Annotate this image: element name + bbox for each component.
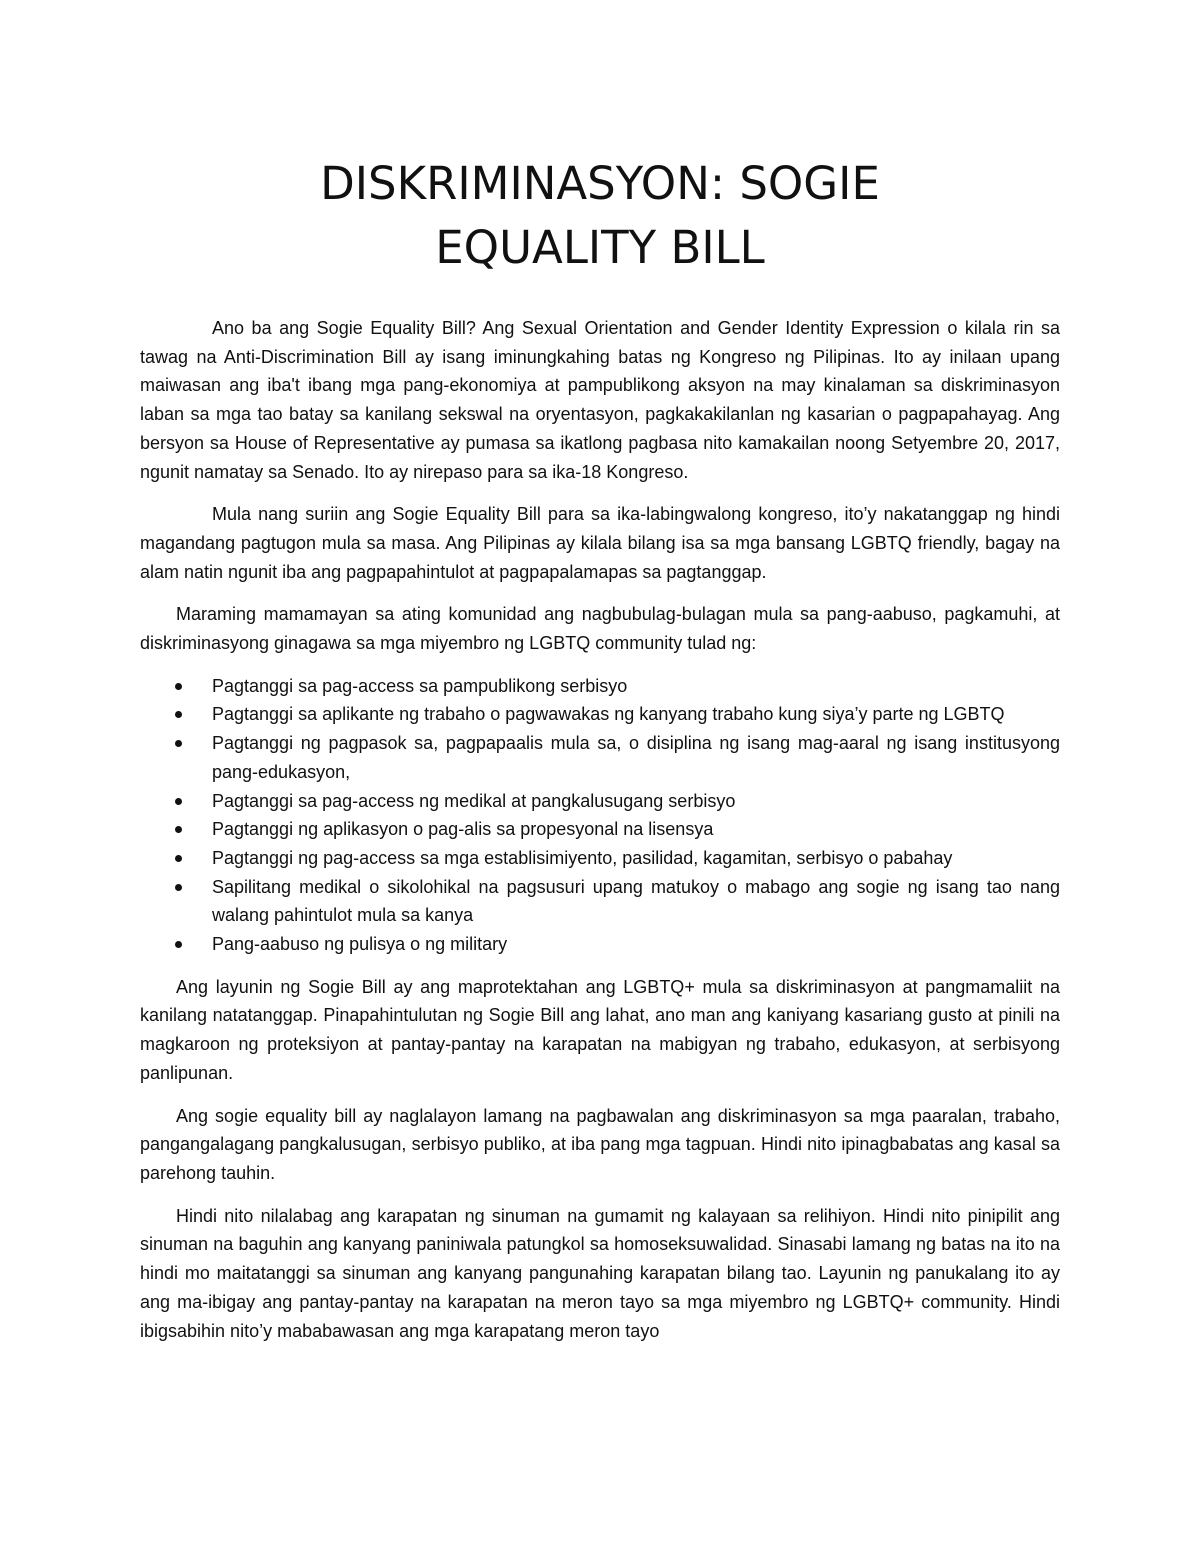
list-item-text: Pagtanggi sa aplikante ng trabaho o pagwawakas ng kanyang trabaho kung siya’y parte ng LGBTQ — [212, 704, 1005, 725]
bullet-icon — [175, 826, 182, 833]
list-item-text: Pagtanggi ng pag-access sa mga establisimiyento, pasilidad, kagamitan, serbisyo o pabahay — [212, 847, 953, 868]
title-line-1: DISKRIMINASYON: SOGIE — [320, 157, 880, 210]
list-item-text: Pang-aabuso ng pulisya o ng military — [212, 934, 508, 955]
list-item — [140, 787, 1060, 816]
list-item — [140, 873, 1060, 930]
list-item-text: Pagtanggi ng pagpasok sa, pagpapaalis mula sa, o disiplina ng isang mag-aaral ng isang institusyong pang-edukasyon, — [212, 733, 1060, 782]
list-item — [140, 672, 1060, 701]
document-body — [140, 314, 1060, 1359]
bullet-icon — [175, 855, 182, 862]
list-item-text: Sapilitang medikal o sikolohikal na pagsusuri upang matukoy o mabago ang sogie ng isang tao nang walang pahintulot mula sa kanya — [212, 876, 1060, 926]
title-line-2: EQUALITY BILL — [435, 221, 765, 274]
list-item — [140, 844, 1060, 873]
list-item-text: Pagtanggi ng aplikasyon o pag-alis sa propesyonal na lisensya — [212, 819, 714, 840]
list-item — [140, 700, 1060, 729]
list-item-text: Pagtanggi sa pag-access ng medikal at pangkalusugang serbisyo — [212, 790, 736, 811]
paragraph-outro-2: Ang sogie equality bill ay naglalayon lamang na pagbawalan ang diskriminasyon sa mga paaralan, trabaho, pangangalagang pangkalusugan, serbisyo publiko, at iba pang mga tagpuan. Hindi nito ipinagbabatas ang kasal sa parehong tauhin. — [140, 1105, 1060, 1183]
bullet-icon — [175, 941, 182, 948]
list-item — [140, 930, 1060, 959]
paragraph-intro-1: Ano ba ang Sogie Equality Bill? Ang Sexual Orientation and Gender Identity Expression o kilala rin sa tawag na Anti-Discrimination Bill ay isang iminungkahing batas ng Kongreso ng Pilipinas. Ito ay inilaan upang maiwasan ang iba't ibang mga pang-ekonomiya at pampublikong aksyon na may kinalaman sa diskriminasyon laban sa mga tao batay sa kanilang sekswal na oryentasyon, pagkakakilanlan ng kasarian o pagpapahayag. Ang bersyon sa House of Representative ay pumasa sa ikatlong pagbasa nito kamakailan noong Setyembre 20, 2017, ngunit namatay sa Senado. Ito ay nirepaso para sa ika-18 Kongreso. — [140, 318, 1060, 482]
paragraph-intro-2: Mula nang suriin ang Sogie Equality Bill para sa ika-labingwalong kongreso, ito’y nakatanggap ng hindi magandang pagtugon mula sa masa. Ang Pilipinas ay kilala bilang isa sa mga bansang LGBTQ friendly, bagay na alam natin ngunit iba ang pagpapahintulot at pagpapalamapas sa pagtanggap. — [140, 504, 1060, 582]
bullet-icon — [175, 884, 182, 891]
paragraph-intro-3: Maraming mamamayan sa ating komunidad ang nagbubulag-bulagan mula sa pang-aabuso, pagkamuhi, at diskriminasyong ginagawa sa mga miyembro ng LGBTQ community tulad ng: — [140, 604, 1060, 654]
list-item — [140, 815, 1060, 844]
bullet-icon — [175, 711, 182, 718]
paragraph-outro-1: Ang layunin ng Sogie Bill ay ang maprotektahan ang LGBTQ+ mula sa diskriminasyon at pangmamaliit na kanilang natatanggap. Pinapahintulutan ng Sogie Bill ang lahat, ano man ang kaniyang kasariang gusto at pinili na magkaroon ng proteksiyon at pantay-pantay na karapatan na mabigyan ng trabaho, edukasyon, at serbisyong panlipunan. — [140, 976, 1060, 1083]
document-title — [140, 152, 1060, 280]
list-item-text: Pagtanggi sa pag-access sa pampublikong serbisyo — [212, 675, 628, 696]
bullet-icon — [175, 798, 182, 805]
bullet-list — [140, 672, 1060, 959]
list-item — [140, 729, 1060, 786]
paragraph-outro-3: Hindi nito nilalabag ang karapatan ng sinuman na gumamit ng kalayaan sa relihiyon. Hindi nito pinipilit ang sinuman na baguhin ang kanyang paniniwala patungkol sa homoseksuwalidad. Sinasabi lamang ng batas na ito na hindi mo maitatanggi sa sinuman ang kanyang pangunahing karapatan bilang tao. Layunin ng panukalang ito ay ang ma-ibigay ang pantay-pantay na karapatan na meron tayo sa mga miyembro ng LGBTQ+ community. Hindi ibigsabihin nito’y mababawasan ang mga karapatang meron tayo — [140, 1205, 1060, 1341]
bullet-icon — [175, 683, 182, 690]
bullet-icon — [175, 740, 182, 747]
